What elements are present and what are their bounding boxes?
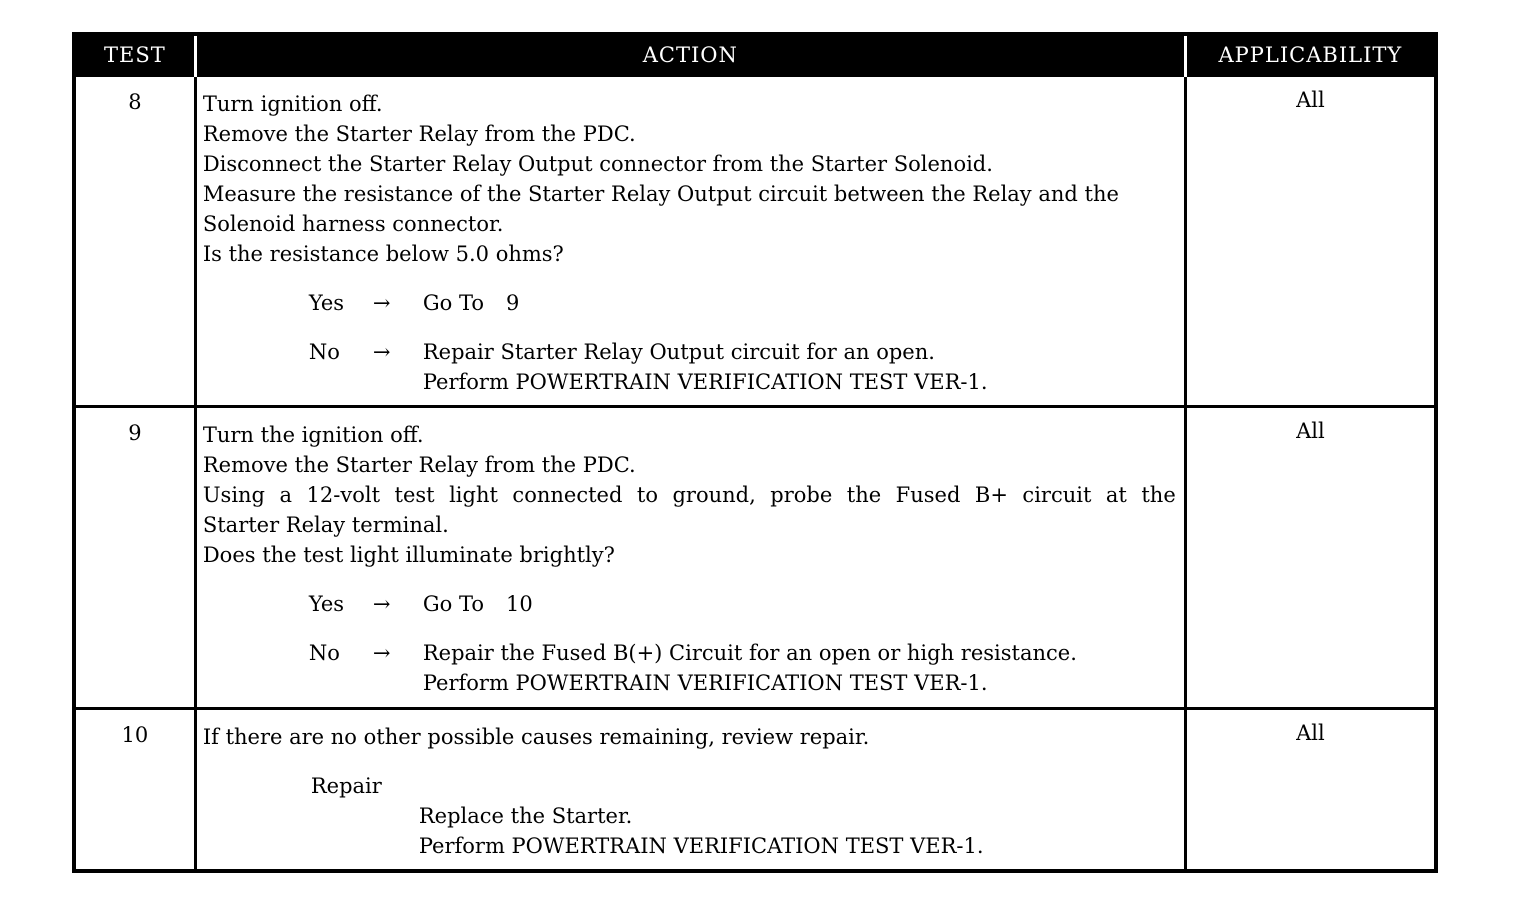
table-row-test-8 (74, 76, 1436, 407)
outcome-no-line: Perform POWERTRAIN VERIFICATION TEST VER-1. (422, 671, 988, 695)
action-line: Disconnect the Starter Relay Output connector from the Starter Solenoid. (202, 152, 993, 176)
right-arrow-icon: → (372, 291, 391, 315)
repair-step: Perform POWERTRAIN VERIFICATION TEST VER-1. (418, 834, 984, 858)
right-arrow-icon: → (372, 641, 391, 665)
outcome-yes (203, 589, 1176, 619)
outcome-no (203, 638, 1176, 698)
test-number: 10 (74, 709, 195, 872)
outcome-yes-label: Yes (308, 592, 345, 616)
outcome-yes-label: Yes (308, 291, 345, 315)
goto-target: 10 (505, 592, 533, 616)
action-line: Is the resistance below 5.0 ohms? (202, 242, 564, 266)
action-cell (195, 76, 1185, 407)
outcome-no-line: Repair the Fused B(+) Circuit for an open or high resistance. (422, 641, 1077, 665)
table-row-test-9 (74, 407, 1436, 709)
repair-block (311, 771, 1176, 861)
action-line: Solenoid harness connector. (202, 212, 504, 236)
applicability-value: All (1185, 407, 1436, 709)
action-line: Remove the Starter Relay from the PDC. (202, 453, 636, 477)
table-row-test-10 (74, 709, 1436, 872)
action-line: Starter Relay terminal. (202, 513, 449, 537)
header-action: ACTION (195, 34, 1185, 76)
outcome-yes (203, 288, 1176, 318)
action-line: If there are no other possible causes remaining, review repair. (202, 725, 870, 749)
outcome-no (203, 337, 1176, 397)
action-line: Using a 12-volt test light connected to ground, probe the Fused B+ circuit at the (202, 483, 1176, 507)
diagnostic-test-table (72, 32, 1438, 873)
action-cell (195, 407, 1185, 709)
action-line: Turn the ignition off. (202, 423, 424, 447)
table-header-row (74, 34, 1436, 76)
goto-label: Go To (422, 592, 484, 616)
test-number: 8 (74, 76, 195, 407)
applicability-value: All (1185, 709, 1436, 872)
right-arrow-icon: → (372, 592, 391, 616)
test-number: 9 (74, 407, 195, 709)
action-line: Does the test light illuminate brightly? (202, 543, 615, 567)
header-test: TEST (74, 34, 195, 76)
repair-steps (419, 801, 1176, 861)
header-applicability: APPLICABILITY (1185, 34, 1436, 76)
applicability-value: All (1185, 76, 1436, 407)
repair-label: Repair (310, 774, 382, 798)
right-arrow-icon: → (372, 340, 391, 364)
outcome-no-label: No (308, 641, 340, 665)
goto-target: 9 (505, 291, 520, 315)
outcome-no-line: Repair Starter Relay Output circuit for an open. (422, 340, 935, 364)
action-line: Remove the Starter Relay from the PDC. (202, 122, 636, 146)
repair-step: Replace the Starter. (418, 804, 633, 828)
outcome-no-line: Perform POWERTRAIN VERIFICATION TEST VER-1. (422, 370, 988, 394)
action-line: Turn ignition off. (202, 92, 383, 116)
action-cell (195, 709, 1185, 872)
action-line: Measure the resistance of the Starter Relay Output circuit between the Relay and the (202, 182, 1119, 206)
goto-label: Go To (422, 291, 484, 315)
outcome-no-label: No (308, 340, 340, 364)
